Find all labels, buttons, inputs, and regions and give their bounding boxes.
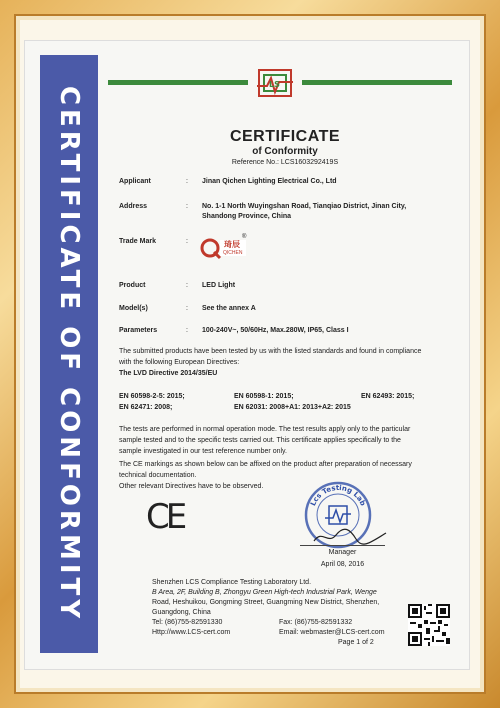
parameters-colon: : (186, 327, 188, 334)
product-colon: : (186, 282, 188, 289)
header-bar-left (108, 80, 248, 85)
footer-fax: Fax: (86)755-82591332 (279, 619, 353, 626)
trademark-label: Trade Mark (119, 238, 156, 245)
note-line4: The CE markings as shown below can be affixed on the product after preparation of necessary (119, 461, 412, 468)
footer-page-number: Page 1 of 2 (338, 639, 374, 646)
product-label: Product (119, 282, 146, 289)
signature-icon (310, 525, 390, 547)
address-value-line1: No. 1-1 North Wuyingshan Road, Tianqiao District, Jinan City, (202, 203, 407, 210)
address-colon: : (186, 203, 188, 210)
ce-mark: CE (146, 497, 184, 537)
footer-address-3: Guangdong, China (152, 609, 211, 616)
trademark-registered: ® (242, 234, 247, 240)
parameters-value: 100-240V~, 50/60Hz, Max.280W, IP65, Class I (202, 327, 349, 334)
footer-company: Shenzhen LCS Compliance Testing Laboratory Ltd. (152, 579, 312, 586)
applicant-colon: : (186, 178, 188, 185)
trademark-brand-cn: 琦辰 (224, 240, 240, 249)
footer-tel: Tel: (86)755-82591330 (152, 619, 223, 626)
standard-5: EN 62031: 2008+A1: 2013+A2: 2015 (234, 404, 351, 411)
trademark-colon: : (186, 238, 188, 245)
standard-3: EN 62493: 2015; (361, 393, 415, 400)
signatory-date: April 08, 2016 (320, 561, 365, 568)
signature-line (300, 545, 385, 546)
trademark-brand-en: QICHEN (223, 250, 243, 256)
product-value: LED Light (202, 282, 236, 289)
models-value: See the annex A (202, 305, 256, 312)
footer-website[interactable]: Http://www.LCS-cert.com (152, 629, 231, 636)
applicant-value: Jinan Qichen Lighting Electrical Co., Ltd (202, 178, 337, 185)
signatory-title: Manager (328, 549, 357, 556)
note-line3: sample investigated in our test reference number only. (119, 448, 287, 455)
directive: The LVD Directive 2014/35/EU (119, 370, 218, 377)
statement-line1: The submitted products have been tested by us with the listed standards and found in compliance (119, 348, 422, 355)
address-value-line2: Shandong Province, China (202, 213, 292, 220)
sidebar-title-text: CERTIFICATE OF CONFORMITY (54, 85, 84, 623)
models-colon: : (186, 305, 188, 312)
footer-address-2: Road, Heshuikou, Gongming Street, Guangming New District, Shenzhen, (152, 599, 380, 606)
header-bar-right (302, 80, 452, 85)
standard-2: EN 60598-1: 2015; (234, 393, 294, 400)
footer-email[interactable]: Email: webmaster@LCS-cert.com (279, 629, 385, 636)
note-line2: sample tested and to the specific tests carried out. This certificate applies specifically to the (119, 437, 401, 444)
note-line1: The tests are performed in normal operation mode. The test results apply only to the particular (119, 426, 411, 433)
applicant-label: Applicant (119, 178, 151, 185)
stamp-text: Lcs Testing Lab (309, 483, 367, 508)
lcs-logo-icon (255, 66, 295, 100)
trademark-logo (200, 234, 250, 262)
note-line5: technical documentation. (119, 472, 197, 479)
models-label: Model(s) (119, 305, 148, 312)
address-label: Address (119, 203, 148, 210)
page-title: CERTIFICATE (229, 128, 341, 145)
footer-address-1: B Area, 2F, Building B, Zhongyu Green High-tech Industrial Park, Wenge (152, 589, 377, 596)
standard-1: EN 60598-2-5: 2015; (119, 393, 185, 400)
statement-line2: with the following European Directives: (119, 359, 240, 366)
page-subtitle: of Conformity (252, 146, 318, 157)
svg-text:LS: LS (269, 80, 280, 89)
qr-code-icon (408, 604, 450, 646)
note-line6: Other relevant Directives have to be observed. (119, 483, 264, 490)
standard-4: EN 62471: 2008; (119, 404, 173, 411)
reference-number: Reference No.: LCS1603292419S (231, 159, 339, 166)
parameters-label: Parameters (119, 327, 158, 334)
svg-text:Lcs Testing Lab (309, 484, 367, 507)
